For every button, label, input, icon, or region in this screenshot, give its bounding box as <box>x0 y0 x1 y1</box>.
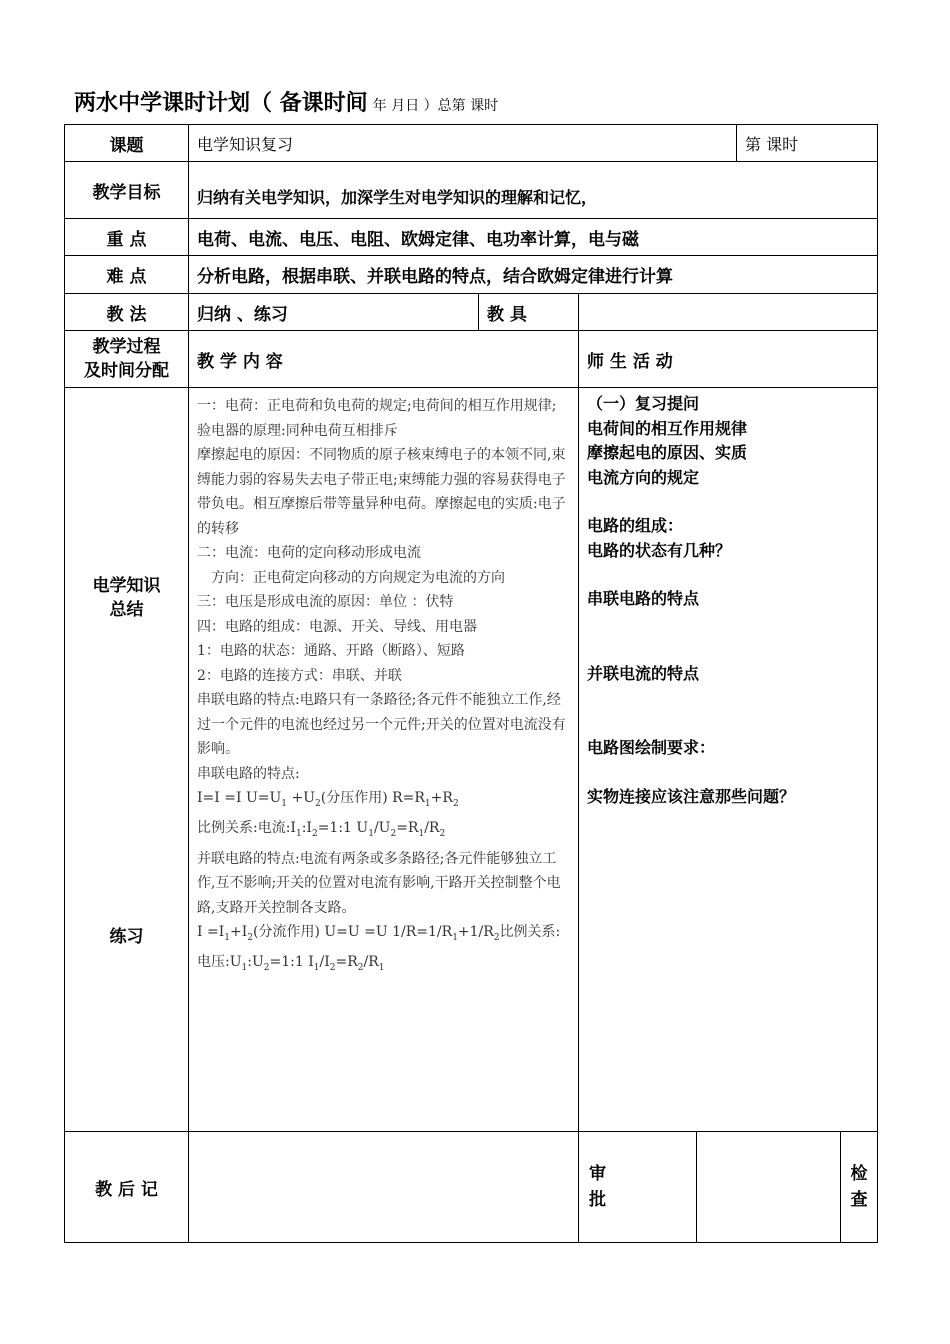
teaching-content <box>189 388 579 1132</box>
content-line-series-title: 串联电路的特点: <box>197 765 300 782</box>
goal-row <box>65 162 878 219</box>
formula-text: /U <box>373 820 391 837</box>
subscript: 1 <box>424 798 431 809</box>
content-line-direction: 方向：正电荷定向移动的方向规定为电流的方向 <box>211 569 505 586</box>
formula-text: /R <box>424 820 440 837</box>
summary-label <box>65 574 188 622</box>
afterword-value <box>189 1132 579 1243</box>
formula-text: :U <box>247 954 264 971</box>
teacher-student-activity <box>579 388 878 1132</box>
content-line-voltage: 三：电压是形成电流的原因：单位 ：伏特 <box>197 594 454 610</box>
content-line-friction: 摩擦起电的原因：不同物质的原子核束缚电子的本领不同,束缚能力弱的容易失去电子带正电;束缚能力强的容易获得电子带负电。相互摩擦后带等量异种电荷。摩擦起电的实质:电子的转移 <box>197 447 566 537</box>
activity-circuit-states: 电路的状态有几种？ <box>587 540 732 560</box>
process-label-line1: 教学过程 <box>92 337 161 357</box>
activity-diagram: 电路图绘制要求： <box>587 738 716 757</box>
formula-text: 比例关系:电流:I <box>197 820 296 837</box>
approve-value <box>697 1132 841 1243</box>
summary-label-line1: 电学知识 <box>92 576 161 596</box>
formula-text: I =I <box>197 924 225 941</box>
check-label <box>841 1132 878 1243</box>
formula-text: +I <box>229 924 248 941</box>
formula-text: /R <box>363 954 379 971</box>
summary-label-line2: 总结 <box>109 600 144 620</box>
key-value: 电荷、电流、电压、电阻、欧姆定律、电功率计算，电与磁 <box>189 219 878 256</box>
activity-header: 师 生 活 动 <box>579 331 878 388</box>
formula-text: =1:1 U <box>317 820 369 837</box>
period-label: 第 课时 <box>737 125 878 162</box>
process-label <box>65 331 189 388</box>
activity-series: 串联电路的特点 <box>587 589 700 608</box>
activity-charge-rule: 电荷间的相互作用规律 <box>587 418 748 438</box>
title-suffix: 年 月日 ）总第 课时 <box>372 98 499 114</box>
content-header: 教 学 内 容 <box>189 331 579 388</box>
activity-review: （一）复习提问 <box>587 394 700 413</box>
tools-label: 教 具 <box>479 294 579 331</box>
formula-text: +U <box>287 790 315 806</box>
key-label: 重 点 <box>65 219 189 256</box>
subscript: 1 <box>313 963 320 974</box>
goal-label: 教学目标 <box>65 162 189 219</box>
formula-text: =R <box>335 954 358 971</box>
activity-friction: 摩擦起电的原因、实质 <box>587 443 748 462</box>
method-row <box>65 294 878 331</box>
topic-label: 课题 <box>65 125 189 162</box>
content-line-current: 二：电流：电荷的定向移动形成电流 <box>197 545 421 561</box>
check-line1: 检 <box>850 1164 868 1184</box>
formula-text: =1:1 I <box>269 954 314 971</box>
content-line-parallel: 并联电路的特点:电流有两条或多条路径;各元件能够独立工作,互不影响;开关的位置对电流有影响,干路开关控制整个电路,支路开关控制各支路。 <box>197 850 561 916</box>
topic-row <box>65 125 878 162</box>
content-line-state: 1：电路的状态：通路、开路（断路）、短路 <box>197 643 465 659</box>
subscript: 1 <box>295 829 302 840</box>
tools-value <box>579 294 878 331</box>
subscript: 1 <box>378 963 385 974</box>
subscript: 2 <box>315 798 321 809</box>
main-content-row <box>65 388 878 1132</box>
difficulty-label: 难 点 <box>65 256 189 294</box>
difficulty-row <box>65 256 878 294</box>
subscript: 1 <box>241 963 248 974</box>
key-row <box>65 219 878 256</box>
difficulty-value: 分析电路，根据串联、并联电路的特点，结合欧姆定律进行计算 <box>189 256 878 294</box>
subscript: 2 <box>263 963 270 974</box>
subscript: 1 <box>418 829 425 840</box>
formula-text: :I <box>301 820 312 837</box>
topic-value: 电学知识复习 <box>189 125 737 162</box>
activity-parallel: 并联电流的特点 <box>587 663 700 683</box>
subscript: 2 <box>452 798 459 809</box>
formula-text: (分压作用) R=R <box>320 790 425 806</box>
formula-text: =R <box>396 820 419 837</box>
activity-current-dir: 电流方向的规定 <box>587 467 700 487</box>
check-line2: 查 <box>850 1190 868 1210</box>
subscript: 2 <box>247 932 253 943</box>
subscript: 2 <box>329 963 336 974</box>
subscript: 2 <box>311 829 318 840</box>
section-labels <box>65 388 189 1132</box>
formula-text: 比例关系:电压:U <box>197 924 561 971</box>
practice-label: 练习 <box>109 927 144 947</box>
subscript: 2 <box>390 829 397 840</box>
subscript: 2 <box>493 932 500 943</box>
activity-circuit-parts: 电路的组成： <box>587 516 684 535</box>
content-line-circuit: 四：电路的组成：电源、开关、导线、用电器 <box>197 618 477 635</box>
approve-line2: 批 <box>589 1190 606 1210</box>
content-line-connection: 2：电路的连接方式：串联、并联 <box>197 667 402 684</box>
content-line-series-ratio <box>197 816 570 846</box>
goal-value: 归纳有关电学知识，加深学生对电学知识的理解和记忆， <box>189 162 878 219</box>
title-main: 两水中学课时计划（ 备课时间 <box>74 91 368 116</box>
method-value: 归纳 、练习 <box>189 294 479 331</box>
subscript: 1 <box>452 932 458 943</box>
subscript: 2 <box>439 829 446 840</box>
formula-text: +1/R <box>457 924 494 941</box>
formula-text: I=I =I U=U <box>197 790 282 806</box>
content-line-series: 串联电路的特点:电路只有一条路径;各元件不能独立工作,经过一个元件的电流也经过另一个元件;开关的位置对电流没有影响。 <box>197 692 566 757</box>
subscript: 2 <box>357 963 364 974</box>
activity-wiring: 实物连接应该注意那些问题？ <box>587 786 796 806</box>
approve-label <box>579 1132 697 1243</box>
formula-text: +R <box>430 790 453 806</box>
afterword-label: 教 后 记 <box>65 1132 189 1243</box>
footer-row <box>65 1132 878 1243</box>
page-title <box>74 86 498 117</box>
lesson-plan-table <box>64 124 878 1243</box>
process-header-row <box>65 331 878 388</box>
subscript: 1 <box>368 829 374 840</box>
method-label: 教 法 <box>65 294 189 331</box>
content-line-charge: 一：电荷：正电荷和负电荷的规定;电荷间的相互作用规律;验电器的原理:同种电荷互相排斥 <box>197 398 557 439</box>
subscript: 1 <box>224 932 230 943</box>
formula-text: (分流作用) U=U =U 1/R=1/R <box>252 924 453 941</box>
content-line-series-formula <box>197 786 570 816</box>
subscript: 1 <box>281 798 288 809</box>
process-label-line2: 及时间分配 <box>84 361 169 381</box>
approve-line1: 审 <box>589 1164 606 1184</box>
content-line-parallel-formula <box>197 920 570 981</box>
formula-text: /I <box>319 954 330 971</box>
